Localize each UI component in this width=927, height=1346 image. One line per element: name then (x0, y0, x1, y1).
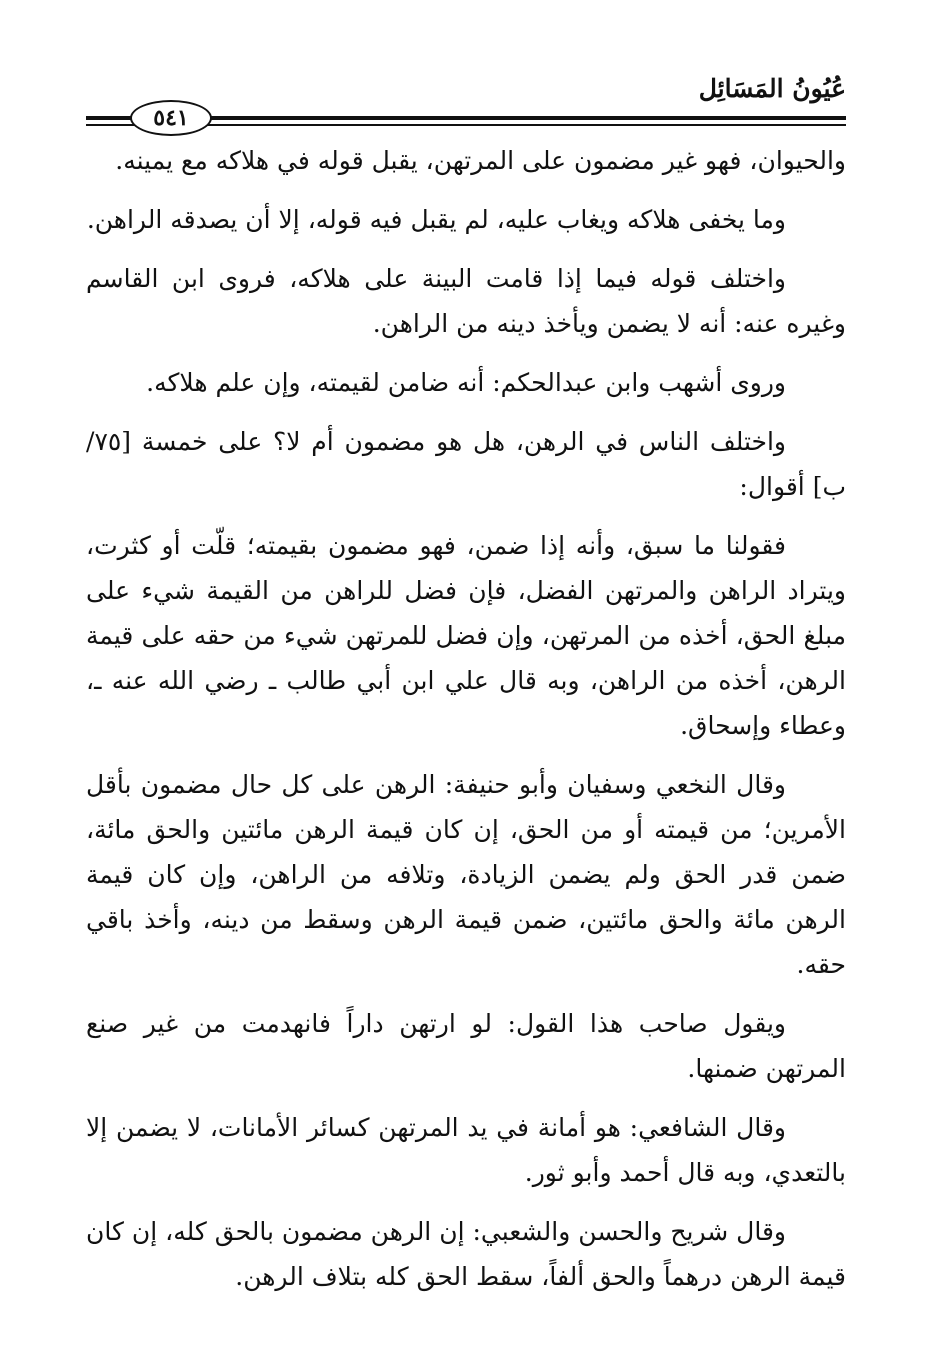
running-title: عُيُونُ المَسَائِل (698, 74, 846, 103)
page-header (86, 72, 846, 131)
body-text (86, 138, 846, 1313)
paragraph: وقال النخعي وسفيان وأبو حنيفة: الرهن على كل حال مضمون بأقل الأمرين؛ من قيمته أو من الحق، إن كان قيمة الرهن مائتين والحق مائة، ضمن قدر الحق ولم يضمن الزيادة، وتلافه من الراهن، وإن كان قيمة الرهن مائة والحق مائتين، ضمن قيمة الرهن وسقط من دينه، وأخذ باقي حقه. (86, 770, 846, 979)
page-number: ٥٤١ (153, 105, 189, 131)
paragraph: واختلف الناس في الرهن، هل هو مضمون أم لا؟ على خمسة [٧٥/ب] أقوال: (86, 427, 846, 501)
paragraph: والحيوان، فهو غير مضمون على المرتهن، يقبل قوله في هلاكه مع يمينه. (115, 146, 846, 175)
paragraph: واختلف قوله فيما إذا قامت البينة على هلاكه، فروى ابن القاسم وغيره عنه: أنه لا يضمن ويأخذ دينه من الراهن. (86, 264, 846, 338)
paragraph: فقولنا ما سبق، وأنه إذا ضمن، فهو مضمون بقيمته؛ قلّت أو كثرت، ويتراد الراهن والمرتهن الفضل، فإن فضل للراهن من القيمة شيء على مبلغ الحق، أخذه من المرتهن، وإن فضل للمرتهن شيء من حقه على قيمة الرهن، أخذه من الراهن، وبه قال علي ابن أبي طالب ـ رضي الله عنه ـ، وعطاء وإسحاق. (86, 531, 846, 740)
paragraph: ويقول صاحب هذا القول: لو ارتهن داراً فانهدمت من غير صنع المرتهن ضمنها. (86, 1009, 846, 1083)
page-number-badge (130, 100, 212, 136)
paragraph: وقال الشافعي: هو أمانة في يد المرتهن كسائر الأمانات، لا يضمن إلا بالتعدي، وبه قال أحمد وأبو ثور. (86, 1113, 846, 1187)
paragraph: وما يخفى هلاكه ويغاب عليه، لم يقبل فيه قوله، إلا أن يصدقه الراهن. (86, 205, 786, 234)
paragraph: وروى أشهب وابن عبدالحكم: أنه ضامن لقيمته، وإن علم هلاكه. (146, 368, 786, 397)
paragraph: وقال شريح والحسن والشعبي: إن الرهن مضمون بالحق كله، إن كان قيمة الرهن درهماً والحق ألفاً، سقط الحق كله بتلاف الرهن. (86, 1217, 846, 1291)
